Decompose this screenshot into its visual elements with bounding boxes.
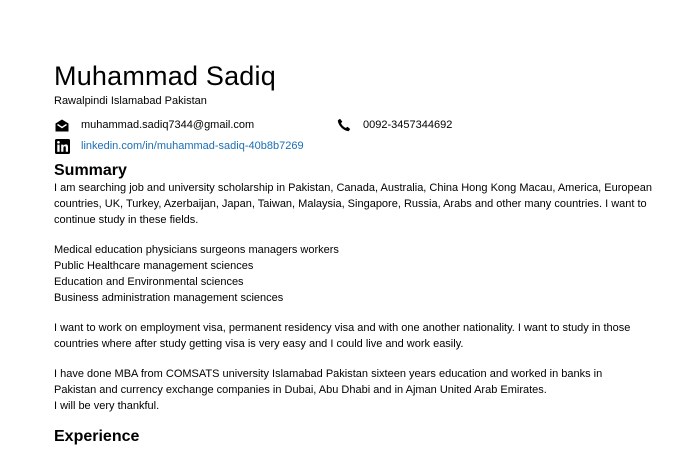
field-item: Education and Environmental sciences (54, 276, 244, 288)
email-contact[interactable] (54, 118, 254, 132)
contact-row-primary (54, 117, 654, 133)
phone-contact[interactable] (336, 118, 452, 132)
linkedin-link[interactable]: linkedin.com/in/muhammad-sadiq-40b8b7269 (81, 140, 304, 152)
resume-page (54, 60, 654, 446)
summary-paragraph-3 (54, 366, 654, 414)
linkedin-contact[interactable] (54, 139, 304, 153)
email-icon (54, 118, 70, 132)
summary-paragraph-1: I am searching job and university scholarship in Pakistan, Canada, Australia, China Hong Kong Macau, America, European countries, UK, Turkey, Azerbaijan, Japan, Taiwan, Malaysia, Singapore, Russia, Arabs and other many countries. I want to continue study in these fields. (54, 182, 653, 226)
candidate-location: Rawalpindi Islamabad Pakistan (54, 95, 207, 107)
experience-heading: Experience (54, 428, 140, 445)
linkedin-icon (54, 139, 70, 153)
contact-row-secondary (54, 138, 654, 154)
summary-paragraph-3-line: I have done MBA from COMSATS university Islamabad Pakistan sixteen years education and worked in banks in (54, 368, 603, 380)
email-text: muhammad.sadiq7344@gmail.com (81, 119, 255, 131)
summary-heading: Summary (54, 162, 127, 179)
field-item: Business administration management sciences (54, 292, 284, 304)
phone-icon (336, 118, 352, 132)
field-item: Public Healthcare management sciences (54, 260, 254, 272)
field-item: Medical education physicians surgeons managers workers (54, 244, 339, 256)
summary-paragraph-3-line: I will be very thankful. (54, 400, 160, 412)
summary-paragraph-3-line: Pakistan and currency exchange companies in Dubai, Abu Dhabi and in Ajman United Arab Emirates. (54, 384, 547, 396)
summary-paragraph-2: I want to work on employment visa, permanent residency visa and with one another nationality. I want to study in those countries where after study getting visa is very easy and I could live and work easily. (54, 322, 631, 350)
fields-list (54, 242, 654, 306)
candidate-name: Muhammad Sadiq (54, 61, 276, 91)
phone-text: 0092-3457344692 (363, 119, 453, 131)
